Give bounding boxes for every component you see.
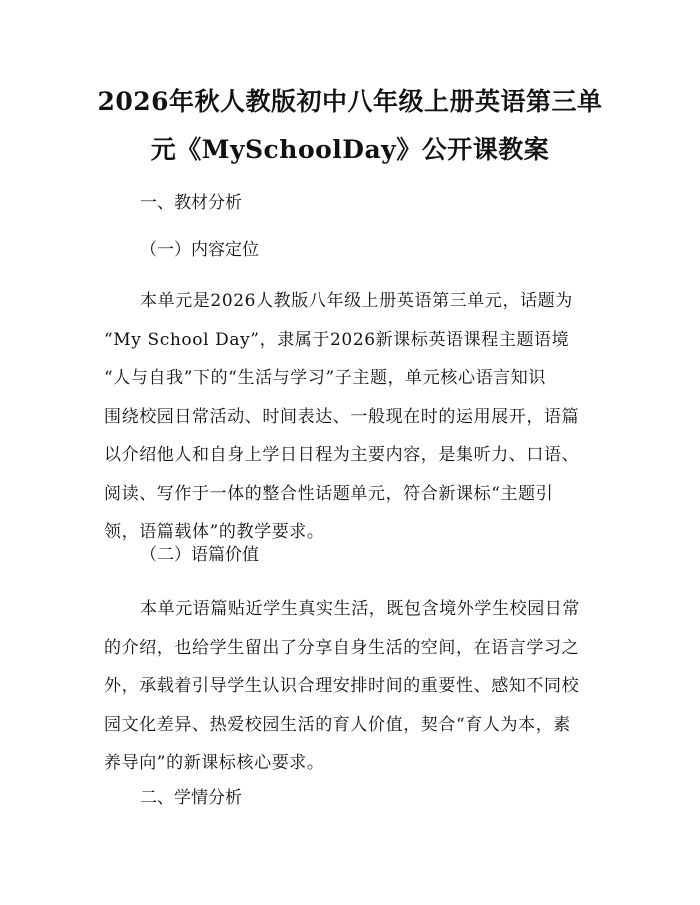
paragraph-line: 的介绍，也给学生留出了分享自身生活的空间，在语言学习之 bbox=[104, 637, 580, 658]
document-title-line-1: 2026年秋人教版初中八年级上册英语第三单 bbox=[97, 87, 603, 116]
paragraph-line: 园文化差异、热爱校园生活的育人价值，契合“育人为本，素 bbox=[104, 714, 571, 735]
paragraph-line: 以介绍他人和自身上学日日程为主要内容，是集听力、口语、 bbox=[104, 445, 580, 465]
subsection-heading-discourse-value: （二）语篇价值 bbox=[140, 545, 259, 565]
paragraph-line: 本单元语篇贴近学生真实生活，既包含境外学生校园日常 bbox=[140, 599, 580, 619]
paragraph-line: 外，承载着引导学生认识合理安排时间的重要性、感知不同校 bbox=[104, 676, 580, 696]
paragraph-line: 围绕校园日常活动、时间表达、一般现在时的运用展开，语篇 bbox=[104, 406, 580, 427]
paragraph-line: “人与自我”下的“生活与学习”子主题，单元核心语言知识 bbox=[104, 368, 546, 388]
paragraph-line: 本单元是2026人教版八年级上册英语第三单元，话题为 bbox=[140, 291, 573, 311]
paragraph-line: 阅读、写作于一体的整合性话题单元，符合新课标“主题引 bbox=[104, 483, 554, 504]
paragraph-line: 领，语篇载体”的教学要求。 bbox=[104, 522, 325, 542]
section-heading-learner-analysis: 二、学情分析 bbox=[140, 788, 242, 808]
paragraph-line: “My School Day”，隶属于2026新课标英语课程主题语境 bbox=[104, 329, 570, 350]
document-title-line-2: 元《MySchoolDay》公开课教案 bbox=[150, 135, 550, 164]
paragraph-line: 养导向”的新课标核心要求。 bbox=[104, 753, 325, 773]
paragraph-discourse-value bbox=[104, 590, 616, 783]
paragraph-content-positioning bbox=[104, 282, 616, 552]
subsection-heading-content-positioning: （一）内容定位 bbox=[140, 240, 259, 260]
section-heading-materials-analysis: 一、教材分析 bbox=[140, 193, 242, 213]
